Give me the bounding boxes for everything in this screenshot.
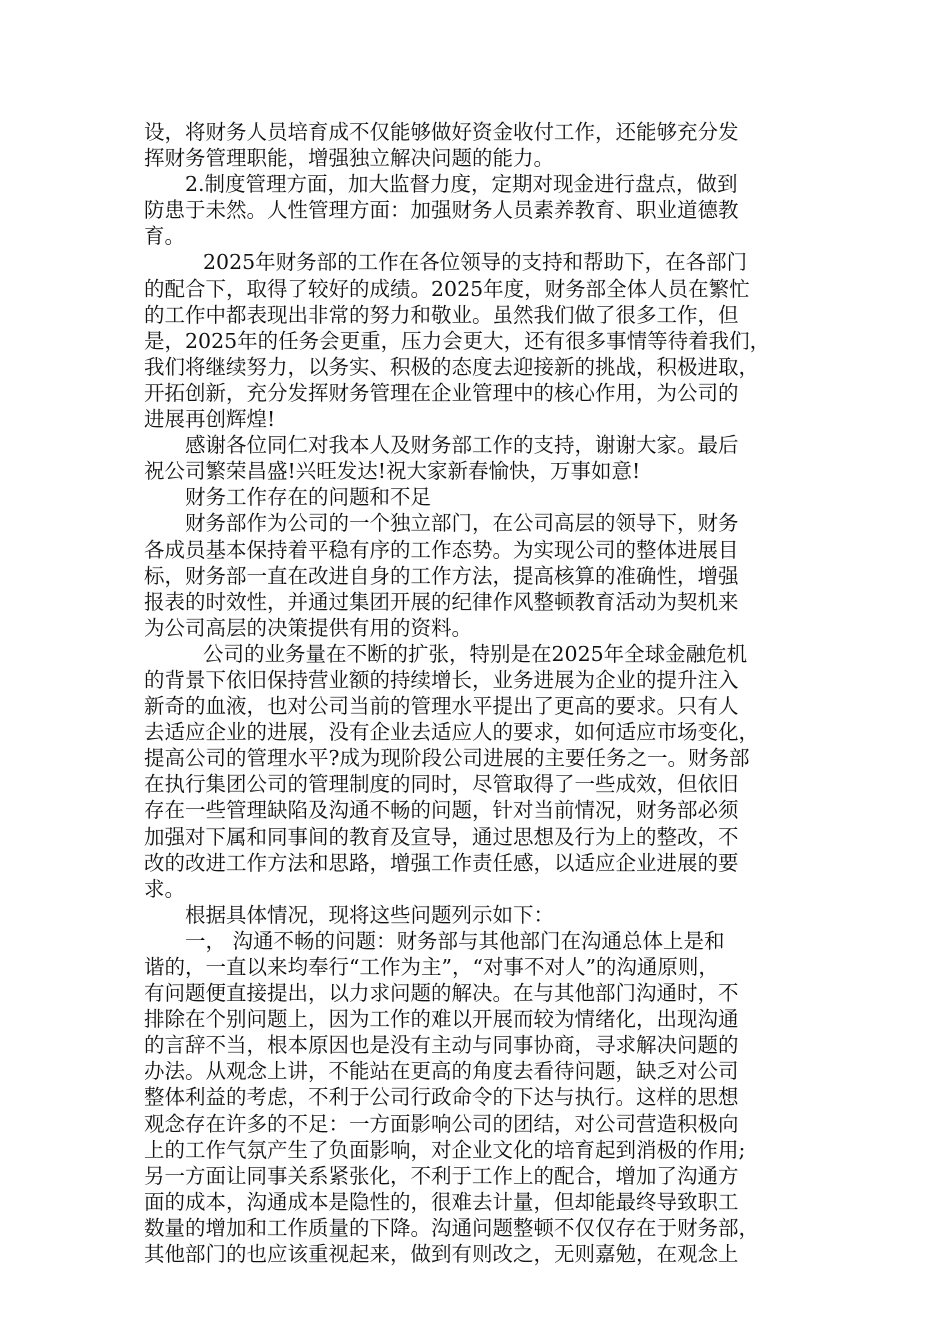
text-line: 的言辞不当，根本原因也是没有主动与同事协商，寻求解决问题的: [144, 1033, 739, 1058]
text-line: 开拓创新，充分发挥财务管理在企业管理中的核心作用，为公司的: [144, 380, 739, 405]
text-line: 挥财务管理职能，增强独立解决问题的能力。: [144, 146, 554, 171]
text-line: 各成员基本保持着平稳有序的工作态势。为实现公司的整体进展目: [144, 537, 739, 562]
text-line: 我们将继续努力，以务实、积极的态度去迎接新的挑战，积极进取，: [144, 354, 759, 379]
text-line: 新奇的血液，也对公司当前的管理水平提出了更高的要求。只有人: [144, 694, 739, 719]
text-line: 2.制度管理方面，加大监督力度，定期对现金进行盘点，做到: [185, 172, 738, 197]
text-line: 的配合下，取得了较好的成绩。2025年度，财务部全体人员在繁忙: [144, 276, 750, 301]
text-line: 一， 沟通不畅的问题：财务部与其他部门在沟通总体上是和: [185, 928, 725, 953]
text-line: 整体利益的考虑，不利于公司行政命令的下达与执行。这样的思想: [144, 1085, 739, 1110]
text-line: 面的成本，沟通成本是隐性的，很难去计量，但却能最终导致职工: [144, 1189, 739, 1214]
text-line: 的背景下依旧保持营业额的持续增长，业务进展为企业的提升注入: [144, 667, 739, 692]
text-line: 报表的时效性，并通过集团开展的纪律作风整顿教育活动为契机来: [144, 589, 739, 614]
text-line: 排除在个别问题上，因为工作的难以开展而较为情绪化，出现沟通: [144, 1007, 739, 1032]
text-line: 公司的业务量在不断的扩张，特别是在2025年全球金融危机: [203, 641, 748, 666]
text-line: 财务部作为公司的一个独立部门，在公司高层的领导下，财务: [185, 511, 739, 536]
text-line: 感谢各位同仁对我本人及财务部工作的支持，谢谢大家。最后: [185, 433, 739, 458]
text-line: 祝公司繁荣昌盛!兴旺发达!祝大家新春愉快，万事如意!: [144, 459, 641, 484]
text-line: 设，将财务人员培育成不仅能够做好资金收付工作，还能够充分发: [144, 120, 739, 144]
text-line: 另一方面让同事关系紧张化，不利于工作上的配合，增加了沟通方: [144, 1163, 739, 1188]
text-line: 财务工作存在的问题和不足: [185, 485, 431, 510]
text-line: 有问题便直接提出，以力求问题的解决。在与其他部门沟通时，不: [144, 981, 739, 1006]
text-line: 去适应企业的进展，没有企业去适应人的要求，如何适应市场变化，: [144, 720, 759, 745]
text-line: 其他部门的也应该重视起来，做到有则改之，无则嘉勉，在观念上: [144, 1242, 739, 1267]
text-line: 观念存在许多的不足：一方面影响公司的团结，对公司营造积极向: [144, 1111, 739, 1136]
text-line: 谐的，一直以来均奉行“工作为主”，“对事不对人”的沟通原则，: [144, 955, 719, 979]
text-line: 在执行集团公司的管理制度的同时，尽管取得了一些成效，但依旧: [144, 772, 739, 797]
text-line: 根据具体情况，现将这些问题列示如下：: [185, 902, 554, 927]
text-line: 防患于未然。人性管理方面：加强财务人员素养教育、职业道德教: [144, 198, 739, 223]
text-line: 提高公司的管理水平?成为现阶段公司进展的主要任务之一。财务部: [144, 746, 750, 771]
text-line: 是，2025年的任务会更重，压力会更大，还有很多事情等待着我们，: [144, 328, 771, 353]
text-line: 进展再创辉煌!: [144, 407, 276, 432]
text-line: 2025年财务部的工作在各位领导的支持和帮助下，在各部门: [203, 250, 748, 275]
text-line: 改的改进工作方法和思路，增强工作责任感，以适应企业进展的要: [144, 850, 739, 875]
text-line: 标，财务部一直在改进自身的工作方法，提高核算的准确性，增强: [144, 563, 739, 588]
text-line: 存在一些管理缺陷及沟通不畅的问题，针对当前情况，财务部必须: [144, 798, 739, 823]
text-line: 办法。从观念上讲，不能站在更高的角度去看待问题，缺乏对公司: [144, 1059, 739, 1084]
text-line: 数量的增加和工作质量的下降。沟通问题整顿不仅仅存在于财务部，: [144, 1215, 759, 1240]
text-line: 加强对下属和同事间的教育及宣导，通过思想及行为上的整改，不: [144, 824, 739, 849]
text-line: 为公司高层的决策提供有用的资料。: [144, 615, 472, 640]
text-line: 的工作中都表现出非常的努力和敬业。虽然我们做了很多工作，但: [144, 302, 739, 327]
text-line: 上的工作气氛产生了负面影响，对企业文化的培育起到消极的作用;: [144, 1137, 746, 1162]
text-line: 育。: [144, 224, 185, 249]
text-line: 求。: [144, 876, 185, 901]
document-page: [144, 119, 808, 1267]
